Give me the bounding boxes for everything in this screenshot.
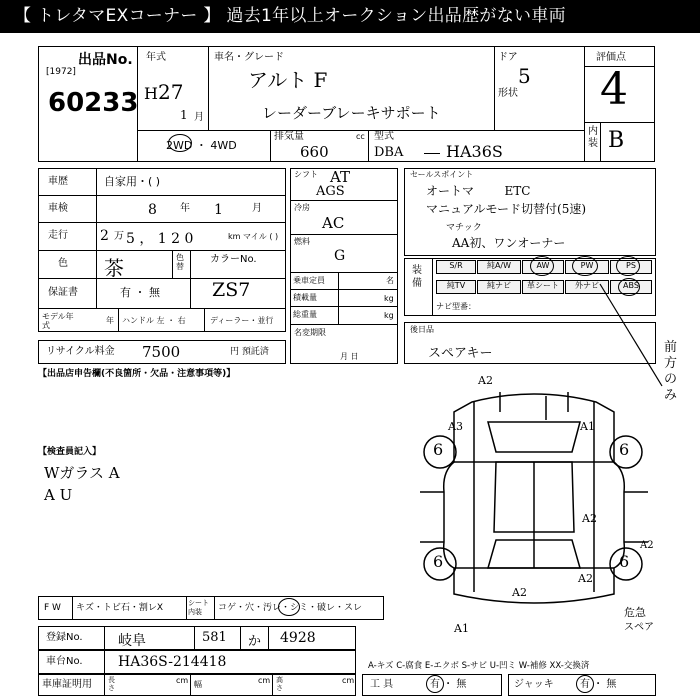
equip-navi-aftermarket: 外ナビ (565, 280, 609, 294)
doors-label: ドア (498, 52, 518, 63)
lot-number: 60233 (48, 88, 139, 118)
ac-label: 冷房 (294, 203, 310, 212)
defects-fw: F W (44, 603, 61, 613)
history-value: 自家用・( ) (104, 175, 161, 188)
ac-value: AC (322, 214, 345, 232)
jack-circle (576, 675, 594, 693)
year-label: 年式 (146, 52, 166, 63)
inspector-label: 【検査員記入】 (38, 447, 102, 457)
tire-rear-right: 6 (619, 552, 630, 571)
drive-2wd-circle (168, 134, 192, 152)
inspector-line2: A U (44, 486, 73, 504)
deadline-label: 名変期限 (294, 328, 326, 337)
legend: A-キズ C-腐食 E-エクボ S-サビ U-凹ミ W-補修 XX-交換済 (368, 661, 590, 671)
sales-line2: マニュアルモード切替付(5速) (426, 202, 587, 216)
warranty-label: 保証書 (48, 287, 78, 298)
color-code: ZS7 (212, 279, 251, 301)
inspection-month-unit: 月 (252, 203, 262, 214)
year-month: 1 (180, 108, 188, 122)
mileage-unit: km マイル ( ) (228, 232, 279, 241)
plate-class: 581 (202, 630, 227, 645)
cert-height-unit: cm (342, 676, 355, 685)
stain-circle (278, 598, 300, 616)
displacement-unit: cc (356, 132, 365, 141)
interior-label: 内装 (588, 126, 598, 149)
sales-line4: AA初、ワンオーナー (452, 236, 566, 250)
displacement-label: 排気量 (274, 131, 304, 142)
shift-label: シフト (294, 170, 318, 179)
seats-unit: 名 (386, 276, 394, 285)
vehicle-name-label: 車名・グレード (214, 52, 284, 63)
equip-pw-circle (572, 256, 598, 276)
recycle-value: 7500 (142, 343, 181, 361)
after-parts-value: スペアキー (428, 346, 493, 361)
sales-line3: マチック (446, 223, 482, 233)
model-prefix: DBA (374, 145, 404, 160)
tire-front-left: 6 (433, 440, 444, 459)
plate-kana: か (248, 634, 262, 649)
navi-type-label: ナビ型番： (436, 302, 476, 311)
seats-label: 乗車定員 (293, 276, 325, 285)
defects-glass: キズ・トビ石・割レX (76, 603, 163, 613)
equip-ps-circle (616, 256, 640, 276)
equip-sr: S/R (436, 260, 476, 274)
load-unit: kg (384, 294, 394, 303)
tools-value: 有 ・ 無 (430, 679, 467, 690)
weight-unit: kg (384, 311, 394, 320)
sales-line1: オートマ ETC (426, 184, 531, 198)
inspection-label: 車検 (48, 203, 68, 214)
mileage-digits: 5 ， 1 2 0 (126, 231, 194, 247)
color-repaint: 色替 (176, 253, 184, 271)
lot-sub-number: [1972] (46, 67, 76, 77)
equip-pw: PW (565, 260, 609, 274)
cert-label: 車庫証明用 (42, 679, 92, 690)
interior-value: B (608, 128, 625, 153)
declaration-label: 【出品店申告欄(不良箇所・欠品・注意事項等)】 (38, 369, 236, 379)
tire-front-right: 6 (619, 440, 630, 459)
shift-value: AT (330, 168, 351, 186)
displacement-value: 660 (300, 143, 329, 161)
handle-options: ハンドル 左 ・ 右 (122, 316, 186, 325)
score-value: 4 (600, 64, 628, 115)
model-year-label: モデル年式 (42, 312, 74, 330)
chassis-value: HA36S-214418 (118, 654, 227, 670)
mileage-label: 走行 (48, 230, 68, 241)
tools-circle (426, 675, 444, 693)
plate-number: 4928 (280, 630, 316, 646)
shift-sub: AGS (316, 184, 345, 199)
damage-mark: A2 (578, 572, 593, 585)
after-parts-label: 後日品 (410, 325, 434, 334)
inspection-year: 8 (148, 202, 157, 218)
equipment-label: 装備 (412, 265, 422, 289)
model-year-unit: 年 (106, 316, 114, 325)
header-bar (0, 0, 700, 33)
cert-height: 高さ (276, 676, 283, 692)
equip-ps: PS (610, 260, 652, 274)
chassis-label: 車台No. (46, 656, 83, 667)
cert-length-unit: cm (176, 676, 189, 685)
recycle-unit: 円 預託済 (230, 347, 269, 357)
vehicle-grade-note: レーダーブレーキサポート (262, 104, 441, 122)
lot-label: 出品No. (78, 52, 133, 68)
inspector-line1: Wガラス A (44, 464, 120, 482)
cert-width-unit: cm (258, 676, 271, 685)
mileage-man-unit: 万 (114, 231, 124, 242)
load-label: 積載量 (293, 293, 317, 302)
deadline-unit: 月 日 (340, 352, 359, 361)
side-note: 前方のみ (664, 340, 678, 403)
damage-mark: A2 (478, 374, 493, 387)
equip-abs: ABS (610, 280, 652, 294)
equip-aw-genuine: 純A/W (477, 260, 521, 274)
inspection-month: 1 (214, 202, 223, 218)
year-era: H (144, 84, 158, 103)
equip-navi-genuine: 純ナビ (477, 280, 521, 294)
sales-points-label: セールスポイント (410, 170, 474, 179)
damage-mark: A3 (448, 420, 463, 433)
dealer-options: ディーラー・並行 (210, 316, 274, 325)
model-value: HA36S (446, 142, 503, 161)
score-label: 評価点 (596, 52, 626, 63)
history-label: 車歴 (48, 176, 68, 187)
color-code-label: カラーNo. (210, 254, 257, 265)
damage-mark: A2 (640, 540, 654, 551)
damage-diagram (400, 372, 670, 642)
year-value: 27 (158, 80, 184, 104)
plate-region: 岐阜 (118, 633, 146, 649)
vehicle-name: アルト F (248, 68, 328, 92)
tire-rear-left: 6 (433, 552, 444, 571)
doors-shape-label: 形状 (498, 88, 518, 99)
jack-label: ジャッキ (514, 679, 554, 690)
equip-leather: 革シート (522, 280, 564, 294)
cert-width: 幅 (194, 680, 202, 689)
damage-mark: A1 (454, 622, 469, 635)
fuel-value: G (334, 248, 346, 264)
weight-label: 総重量 (293, 310, 317, 319)
fuel-label: 燃料 (294, 237, 310, 246)
doors-value: 5 (518, 64, 531, 88)
jack-value: 有 ・ 無 (580, 679, 617, 690)
inspection-year-unit: 年 (180, 203, 190, 214)
model-label: 型式 (374, 131, 394, 142)
drive-options: 2WD ・ 4WD (166, 139, 237, 152)
equip-aw: AW (522, 260, 564, 274)
damage-mark: A2 (512, 586, 527, 599)
equip-aw-circle (530, 256, 554, 276)
cert-length: 長さ (108, 676, 115, 692)
defects-interior: コゲ・穴・汚レ・シミ・破レ・スレ (218, 603, 363, 613)
warranty-value: 有 ・ 無 (120, 286, 160, 299)
damage-mark: A1 (580, 420, 595, 433)
defects-seat-label: シート内装 (188, 599, 209, 616)
tools-label: 工 具 (370, 679, 394, 690)
color-label: 色 (58, 258, 68, 269)
year-month-unit: 月 (194, 112, 204, 123)
equip-tv: 純TV (436, 280, 476, 294)
spare-note: 危急 (624, 606, 646, 619)
plate-label: 登録No. (46, 632, 83, 643)
mileage-man: 2 (100, 228, 109, 244)
header-title: 【 トレタマEXコーナー 】 過去1年以上オークション出品歴がない車両 (14, 6, 566, 26)
spare-label: スペア (624, 622, 654, 633)
recycle-label: リサイクル料金 (46, 346, 115, 357)
color-value: 茶 (104, 256, 124, 280)
damage-mark: A2 (582, 512, 597, 525)
